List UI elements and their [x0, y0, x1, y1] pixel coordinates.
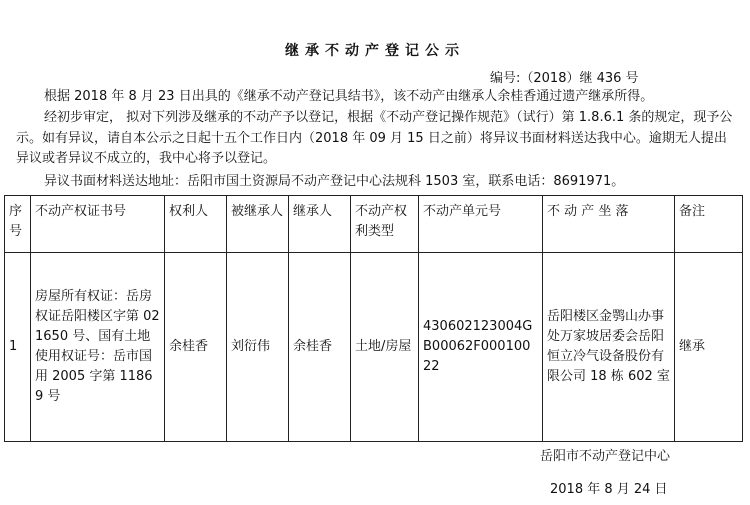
document-number: 编号:（2018）继 436 号	[490, 71, 639, 86]
header-owner: 权利人	[165, 196, 227, 253]
registration-table	[4, 195, 743, 442]
table-header-row	[5, 196, 743, 253]
header-seq: 序号	[5, 196, 31, 253]
paragraph-basis: 根据 2018 年 8 月 23 日出具的《继承不动产登记具结书》，该不动产由继承人余桂香通过遗产继承所得。	[44, 89, 654, 104]
table-row	[5, 253, 743, 442]
header-location: 不 动 产 坐 落	[543, 196, 675, 253]
paragraph-review-notice: 经初步审定， 拟对下列涉及继承的不动产予以登记，根据《不动产登记操作规范》（试行）第 1.8.6.1 条的规定，现予公示。如有异议，请自本公示之日起十五个工作日内（2018 年 09 月 15 日之前）将异议书面材料送达我中心。逾期无人提出异议或者异议不成立的，我中心将予以登记。	[16, 110, 733, 166]
cell-owner: 余桂香	[165, 253, 227, 442]
signature-date: 2018 年 8 月 24 日	[550, 482, 668, 497]
cell-location: 岳阳楼区金鹗山办事处万家坡居委会岳阳恒立冷气设备股份有限公司 18 栋 602 室	[543, 253, 675, 442]
header-decedent: 被继承人	[227, 196, 289, 253]
signature-organization: 岳阳市不动产登记中心	[540, 449, 671, 464]
cell-seq: 1	[5, 253, 31, 442]
header-unit: 不动产单元号	[419, 196, 543, 253]
cell-cert: 房屋所有权证：岳房权证岳阳楼区字第 021650 号、国有土地使用权证号：岳市国用 2005 字第 11869 号	[31, 253, 165, 442]
header-heir: 继承人	[289, 196, 351, 253]
document-title: 继承不动产登记公示	[285, 43, 465, 59]
cell-unit: 430602123004GB00062F00010022	[419, 253, 543, 442]
paragraph-objection-address: 异议书面材料送达地址：岳阳市国土资源局不动产登记中心法规科 1503 室，联系电话：8691971。	[44, 174, 625, 189]
cell-note: 继承	[675, 253, 743, 442]
cell-heir: 余桂香	[289, 253, 351, 442]
cell-type: 土地/房屋	[351, 253, 419, 442]
header-note: 备注	[675, 196, 743, 253]
header-type: 不动产权利类型	[351, 196, 419, 253]
header-cert: 不动产权证书号	[31, 196, 165, 253]
cell-decedent: 刘衍伟	[227, 253, 289, 442]
